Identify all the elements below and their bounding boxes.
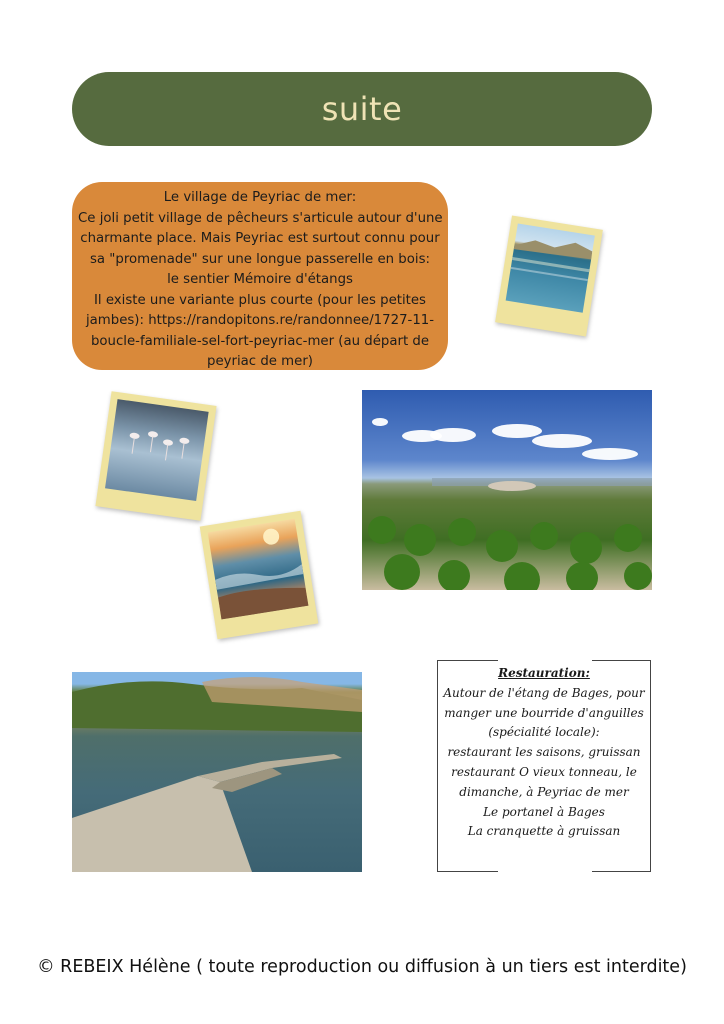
polaroid-salt-marsh-photo [495,215,603,336]
polaroid-sunset-photo [200,511,319,640]
restauration-line: Le portanel à Bages [483,804,605,819]
intro-text-box [72,182,448,370]
page-title: suite [321,90,403,128]
restauration-box [437,660,651,872]
restauration-title: Restauration: [498,666,590,680]
boardwalk-photo [72,672,362,872]
salt-marsh-image [506,223,595,312]
restauration-line: La cranquette à gruissan [467,824,621,839]
vineyard-photo [362,390,652,590]
flamingos-image [105,399,209,501]
intro-line: charmante place. Mais Peyriac est surtout connu pour [80,231,440,246]
copyright-footer: © REBEIX Hélène ( toute reproduction ou diffusion à un tiers est interdite) [37,957,687,977]
intro-line: jambes): https://randopitons.re/randonnee/1727-11- [85,313,435,328]
intro-line: sa "promenade" sur une longue passerelle en bois: [90,251,430,267]
restauration-line: restaurant les saisons, gruissan [447,745,641,760]
restauration-line: manger une bourride d'anguilles [444,705,644,720]
border-gap [498,869,592,873]
border-gap [498,659,592,663]
sunset-sea-image [208,519,309,620]
restauration-line: (spécialité locale): [488,725,600,740]
intro-line: peyriac de mer) [207,354,313,369]
title-banner [72,72,652,146]
intro-line: Ce joli petit village de pêcheurs s'articule autour d'une [78,210,443,226]
intro-line: boucle-familiale-sel-fort-peyriac-mer (au départ de [90,333,430,349]
polaroid-flamingos-photo [95,391,216,521]
intro-line: le sentier Mémoire d'étangs [167,272,353,287]
restauration-line: dimanche, à Peyriac de mer [459,784,629,799]
intro-line: Le village de Peyriac de mer: [163,190,357,205]
restauration-line: Autour de l'étang de Bages, pour [443,685,645,700]
restauration-line: restaurant O vieux tonneau, le [451,764,637,779]
intro-line: Il existe une variante plus courte (pour les petites [94,292,426,308]
